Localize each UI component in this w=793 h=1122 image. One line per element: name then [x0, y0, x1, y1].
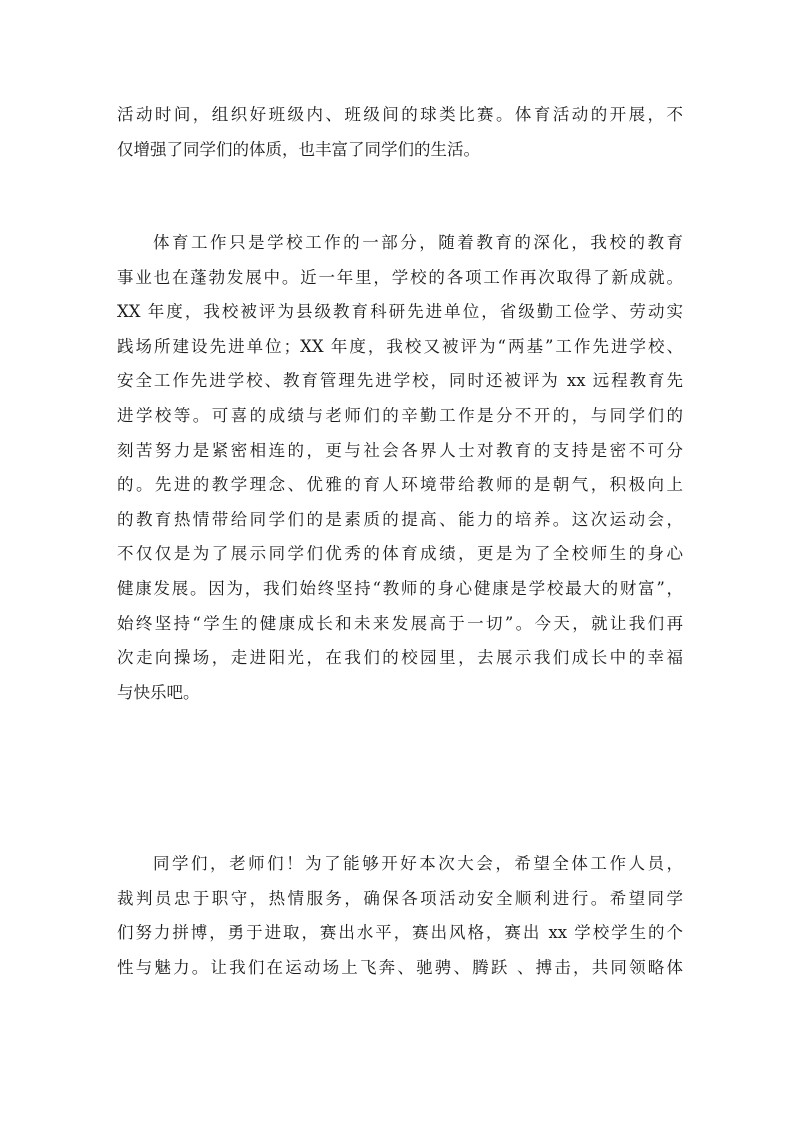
text-line: 次走向操场，走进阳光，在我们的校园里，去展示我们成长中的幸福 [117, 648, 683, 668]
text-line: 的。先进的教学理念、优雅的育人环境带给教师的是朝气，积极向上 [117, 475, 683, 495]
text-line: 始终坚持“学生的健康成长和未来发展高于一切”。今天，就让我们再 [117, 613, 683, 633]
text-line: 与快乐吧。 [117, 682, 200, 702]
paragraph-school-achievements [117, 226, 683, 710]
text-line: 进学校等。可喜的成绩与老师们的辛勤工作是分不开的，与同学们的 [117, 405, 683, 425]
text-line: 的教育热情带给同学们的是素质的提高、能力的培养。这次运动会， [117, 509, 683, 529]
text-line: 裁判员忠于职守，热情服务，确保各项活动安全顺利进行。希望同学 [117, 888, 683, 908]
text-line: 们努力拼博，勇于进取，赛出水平，赛出风格，赛出 xx 学校学生的个 [117, 923, 683, 943]
text-line: 践场所建设先进单位；XX 年度，我校又被评为“两基”工作先进学校、 [117, 336, 683, 356]
text-line: 事业也在蓬勃发展中。近一年里，学校的各项工作再次取得了新成就。 [117, 267, 683, 287]
text-line: 不仅仅是为了展示同学们优秀的体育成绩，更是为了全校师生的身心 [117, 544, 683, 564]
paragraph-sports-activities [117, 98, 683, 167]
text-line: 安全工作先进学校、教育管理先进学校，同时还被评为 xx 远程教育先 [117, 371, 683, 391]
text-line: XX 年度，我校被评为县级教育科研先进单位，省级勤工俭学、劳动实 [117, 302, 683, 322]
text-line: 健康发展。因为，我们始终坚持“教师的身心健康是学校最大的财富”， [117, 578, 683, 598]
text-line: 体育工作只是学校工作的一部分，随着教育的深化，我校的教育 [153, 233, 683, 252]
text-line: 活动时间，组织好班级内、班级间的球类比赛。体育活动的开展，不 [117, 105, 683, 124]
text-line: 性与魅力。让我们在运动场上飞奔、驰骋、腾跃 、搏击，共同领略体 [117, 957, 683, 977]
text-line: 同学们，老师们！为了能够开好本次大会，希望全体工作人员， [153, 854, 683, 873]
paragraph-call-to-participants [117, 847, 683, 985]
text-line: 刻苦努力是紧密相连的，更与社会各界人士对教育的支持是密不可分 [117, 440, 683, 460]
text-line: 仅增强了同学们的体质，也丰富了同学们的生活。 [117, 139, 480, 159]
